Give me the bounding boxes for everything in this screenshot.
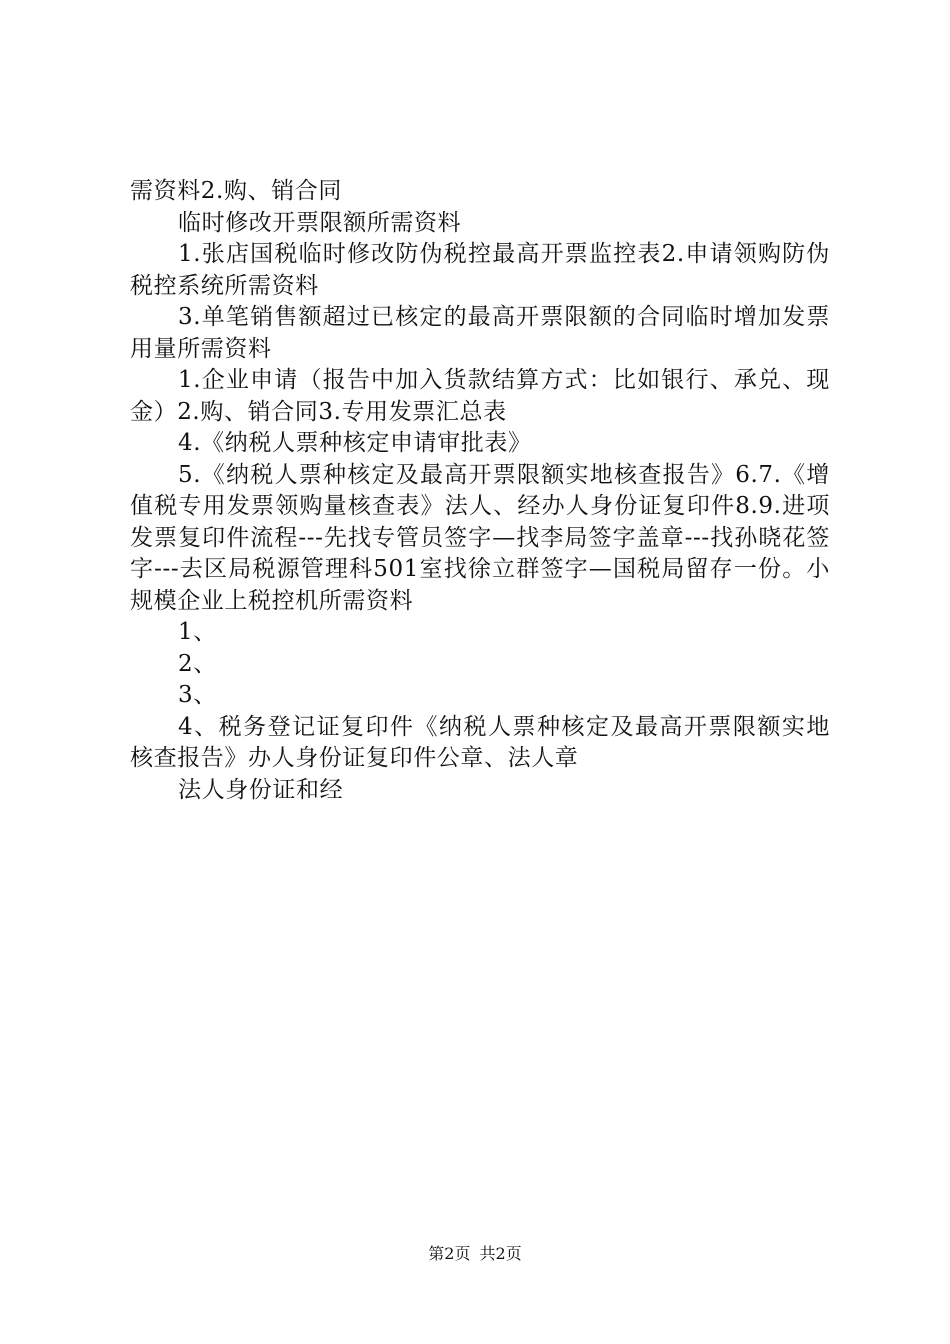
paragraph: 1、 xyxy=(178,619,217,645)
paragraph: 需资料2.购、销合同 xyxy=(130,178,342,204)
paragraph: 法人身份证和经 xyxy=(178,776,344,803)
paragraph: 1.企业申请（报告中加入货款结算方式：比如银行、承兑、现金）2.购、销合同3.专用发票汇总表 xyxy=(130,367,830,425)
paragraph: 临时修改开票限额所需资料 xyxy=(178,209,462,236)
paragraph: 2、 xyxy=(178,650,217,677)
page-footer xyxy=(0,1244,950,1264)
paragraph: 1.张店国税临时修改防伪税控最高开票监控表2.申请领购防伪税控系统所需资料 xyxy=(130,241,830,299)
document-body xyxy=(130,176,830,806)
paragraph: 3、 xyxy=(178,682,217,708)
paragraph: 5.《纳税人票种核定及最高开票限额实地核查报告》6.7.《增值税专用发票领购量核查表》法人、经办人身份证复印件8.9.进项发票复印件流程---先找专管员签字—找李局签字盖章---找孙晓花签字---去区局税源管理科501室找徐立群签字—国税局留存一份。小规模企业上税控机所需资料 xyxy=(130,461,830,614)
paragraph: 4、税务登记证复印件《纳税人票种核定及最高开票限额实地核查报告》办人身份证复印件公章、法人章 xyxy=(130,713,830,771)
page-number: 第2页 xyxy=(428,1244,471,1263)
paragraph: 3.单笔销售额超过已核定的最高开票限额的合同临时增加发票用量所需资料 xyxy=(130,304,830,362)
paragraph: 4.《纳税人票种核定申请审批表》 xyxy=(178,430,532,456)
page-total: 共2页 xyxy=(479,1244,522,1263)
